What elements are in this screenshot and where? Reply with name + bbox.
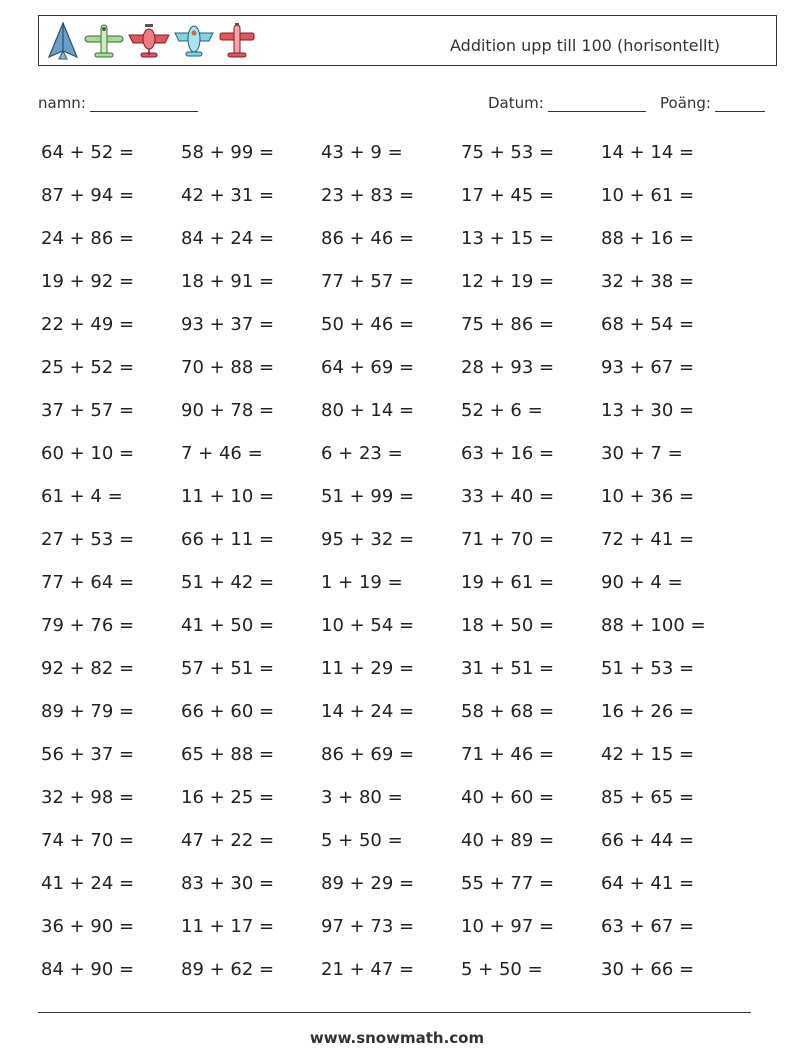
header-icons <box>45 20 257 62</box>
addition-problem: 88 + 100 = <box>601 615 706 636</box>
addition-problem: 84 + 24 = <box>181 228 275 249</box>
problem-row <box>41 830 741 854</box>
problem-row <box>41 701 741 725</box>
addition-problem: 65 + 88 = <box>181 744 275 765</box>
addition-problem: 16 + 26 = <box>601 701 695 722</box>
addition-problem: 51 + 53 = <box>601 658 695 679</box>
addition-problem: 71 + 70 = <box>461 529 555 550</box>
addition-problem: 18 + 50 = <box>461 615 555 636</box>
addition-problem: 32 + 98 = <box>41 787 135 808</box>
problem-row <box>41 744 741 768</box>
problem-row <box>41 185 741 209</box>
addition-problem: 90 + 4 = <box>601 572 683 593</box>
addition-problem: 86 + 46 = <box>321 228 415 249</box>
addition-problem: 51 + 42 = <box>181 572 275 593</box>
addition-problem: 14 + 14 = <box>601 142 695 163</box>
score-label: Poäng: <box>660 94 711 112</box>
addition-problem: 28 + 93 = <box>461 357 555 378</box>
addition-problem: 56 + 37 = <box>41 744 135 765</box>
addition-problem: 41 + 24 = <box>41 873 135 894</box>
addition-problem: 17 + 45 = <box>461 185 555 206</box>
addition-problem: 75 + 86 = <box>461 314 555 335</box>
addition-problem: 64 + 69 = <box>321 357 415 378</box>
addition-problem: 95 + 32 = <box>321 529 415 550</box>
addition-problem: 93 + 67 = <box>601 357 695 378</box>
addition-problem: 55 + 77 = <box>461 873 555 894</box>
addition-problem: 27 + 53 = <box>41 529 135 550</box>
addition-problem: 22 + 49 = <box>41 314 135 335</box>
addition-problem: 52 + 6 = <box>461 400 543 421</box>
addition-problem: 5 + 50 = <box>321 830 403 851</box>
problem-row <box>41 873 741 897</box>
addition-problem: 5 + 50 = <box>461 959 543 980</box>
addition-problem: 31 + 51 = <box>461 658 555 679</box>
addition-problem: 16 + 25 = <box>181 787 275 808</box>
addition-problem: 64 + 41 = <box>601 873 695 894</box>
addition-problem: 12 + 19 = <box>461 271 555 292</box>
addition-problem: 47 + 22 = <box>181 830 275 851</box>
worksheet-header <box>38 15 777 66</box>
addition-problem: 3 + 80 = <box>321 787 403 808</box>
addition-problem: 10 + 54 = <box>321 615 415 636</box>
addition-problem: 33 + 40 = <box>461 486 555 507</box>
addition-problem: 30 + 7 = <box>601 443 683 464</box>
addition-problem: 43 + 9 = <box>321 142 403 163</box>
addition-problem: 79 + 76 = <box>41 615 135 636</box>
addition-problem: 11 + 10 = <box>181 486 275 507</box>
addition-problem: 11 + 17 = <box>181 916 275 937</box>
addition-problem: 7 + 46 = <box>181 443 263 464</box>
paper-plane-icon <box>45 21 81 61</box>
addition-problem: 86 + 69 = <box>321 744 415 765</box>
name-line[interactable] <box>90 97 198 112</box>
addition-problem: 63 + 16 = <box>461 443 555 464</box>
date-line[interactable] <box>548 97 646 112</box>
addition-problem: 66 + 60 = <box>181 701 275 722</box>
addition-problem: 64 + 52 = <box>41 142 135 163</box>
addition-problem: 13 + 15 = <box>461 228 555 249</box>
addition-problem: 61 + 4 = <box>41 486 123 507</box>
addition-problem: 14 + 24 = <box>321 701 415 722</box>
addition-problem: 97 + 73 = <box>321 916 415 937</box>
addition-problem: 77 + 64 = <box>41 572 135 593</box>
addition-problem: 88 + 16 = <box>601 228 695 249</box>
name-field[interactable] <box>38 94 198 112</box>
addition-problem: 92 + 82 = <box>41 658 135 679</box>
addition-problem: 90 + 78 = <box>181 400 275 421</box>
addition-problem: 58 + 68 = <box>461 701 555 722</box>
addition-problem: 32 + 38 = <box>601 271 695 292</box>
addition-problem: 80 + 14 = <box>321 400 415 421</box>
addition-problem: 63 + 67 = <box>601 916 695 937</box>
addition-problem: 50 + 46 = <box>321 314 415 335</box>
addition-problem: 42 + 15 = <box>601 744 695 765</box>
addition-problem: 10 + 61 = <box>601 185 695 206</box>
addition-problem: 24 + 86 = <box>41 228 135 249</box>
addition-problem: 36 + 90 = <box>41 916 135 937</box>
problem-row <box>41 529 741 553</box>
problem-row <box>41 486 741 510</box>
addition-problem: 66 + 11 = <box>181 529 275 550</box>
addition-problem: 84 + 90 = <box>41 959 135 980</box>
name-label: namn: <box>38 94 86 112</box>
addition-problem: 75 + 53 = <box>461 142 555 163</box>
problem-row <box>41 400 741 424</box>
addition-problem: 89 + 79 = <box>41 701 135 722</box>
problem-row <box>41 916 741 940</box>
addition-problem: 77 + 57 = <box>321 271 415 292</box>
green-plane-icon <box>83 21 125 61</box>
problem-row <box>41 314 741 338</box>
addition-problem: 18 + 91 = <box>181 271 275 292</box>
addition-problem: 70 + 88 = <box>181 357 275 378</box>
date-label: Datum: <box>488 94 544 112</box>
addition-problem: 87 + 94 = <box>41 185 135 206</box>
addition-problem: 74 + 70 = <box>41 830 135 851</box>
footer-divider <box>38 1012 751 1013</box>
problem-row <box>41 357 741 381</box>
problem-row <box>41 615 741 639</box>
problem-row <box>41 142 741 166</box>
score-field[interactable] <box>660 94 765 112</box>
addition-problem: 83 + 30 = <box>181 873 275 894</box>
problem-row <box>41 228 741 252</box>
addition-problem: 93 + 37 = <box>181 314 275 335</box>
addition-problem: 41 + 50 = <box>181 615 275 636</box>
addition-problem: 13 + 30 = <box>601 400 695 421</box>
addition-problem: 40 + 60 = <box>461 787 555 808</box>
addition-problem: 89 + 29 = <box>321 873 415 894</box>
addition-problem: 68 + 54 = <box>601 314 695 335</box>
score-line[interactable] <box>715 97 765 112</box>
problem-row <box>41 443 741 467</box>
problem-row <box>41 787 741 811</box>
worksheet-title: Addition upp till 100 (horisontellt) <box>450 36 720 55</box>
addition-problem: 23 + 83 = <box>321 185 415 206</box>
footer-url: www.snowmath.com <box>309 1029 485 1047</box>
addition-problem: 51 + 99 = <box>321 486 415 507</box>
addition-problem: 89 + 62 = <box>181 959 275 980</box>
problem-row <box>41 658 741 682</box>
addition-problem: 11 + 29 = <box>321 658 415 679</box>
problem-row <box>41 271 741 295</box>
addition-problem: 57 + 51 = <box>181 658 275 679</box>
addition-problem: 10 + 36 = <box>601 486 695 507</box>
addition-problem: 10 + 97 = <box>461 916 555 937</box>
addition-problem: 40 + 89 = <box>461 830 555 851</box>
problem-row <box>41 572 741 596</box>
student-fields <box>38 94 770 116</box>
red-small-plane-icon <box>217 21 257 61</box>
addition-problem: 19 + 92 = <box>41 271 135 292</box>
addition-problem: 37 + 57 = <box>41 400 135 421</box>
addition-problem: 85 + 65 = <box>601 787 695 808</box>
addition-problem: 66 + 44 = <box>601 830 695 851</box>
addition-problem: 72 + 41 = <box>601 529 695 550</box>
addition-problem: 42 + 31 = <box>181 185 275 206</box>
addition-problem: 30 + 66 = <box>601 959 695 980</box>
addition-problem: 58 + 99 = <box>181 142 275 163</box>
addition-problem: 6 + 23 = <box>321 443 403 464</box>
problem-row <box>41 959 741 983</box>
addition-problem: 25 + 52 = <box>41 357 135 378</box>
red-plane-icon <box>127 21 171 61</box>
addition-problem: 1 + 19 = <box>321 572 403 593</box>
cyan-plane-icon <box>173 21 215 61</box>
addition-problem: 19 + 61 = <box>461 572 555 593</box>
addition-problem: 71 + 46 = <box>461 744 555 765</box>
addition-problem: 21 + 47 = <box>321 959 415 980</box>
date-field[interactable] <box>488 94 646 112</box>
addition-problem: 60 + 10 = <box>41 443 135 464</box>
